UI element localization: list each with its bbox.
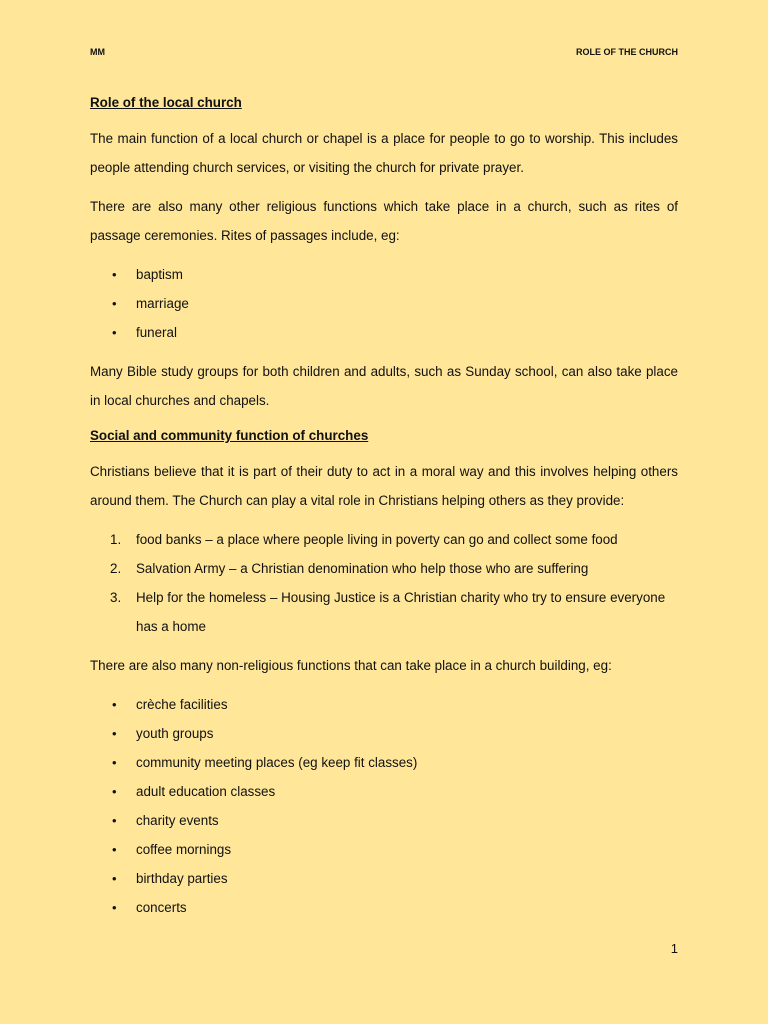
section-heading-social-community: Social and community function of churches: [90, 428, 369, 443]
item-number: 2.: [110, 561, 122, 576]
list-item: [90, 864, 678, 893]
item-number: 1.: [110, 532, 122, 547]
bullet-icon: •: [112, 267, 117, 282]
numbered-item-text: food banks – a place where people living in poverty can go and collect some food: [136, 532, 618, 547]
list-item-text: community meeting places (eg keep fit classes): [136, 755, 418, 770]
list-item-text: youth groups: [136, 726, 214, 741]
list-item-text: crèche facilities: [136, 697, 228, 712]
bullet-icon: •: [112, 726, 117, 741]
page-number: 1: [670, 941, 678, 956]
bullet-icon: •: [112, 871, 117, 886]
list-item: [90, 719, 678, 748]
bullet-icon: •: [112, 813, 117, 828]
list-item-text: baptism: [136, 267, 183, 282]
bullet-icon: •: [112, 325, 117, 340]
list-item-text: adult education classes: [136, 784, 276, 799]
list-item-text: funeral: [136, 325, 177, 340]
list-item-text: coffee mornings: [136, 842, 232, 857]
bullet-icon: •: [112, 296, 117, 311]
paragraph-main-function: The main function of a local church or chapel is a place for people to go to worship. This includes people attending church services, or visiting the church for private prayer.: [90, 131, 678, 175]
item-number: 3.: [110, 590, 122, 605]
paragraph-religious-functions: There are also many other religious functions which take place in a church, such as rites of passage ceremonies. Rites of passages include, eg:: [90, 199, 678, 243]
list-item-text: marriage: [136, 296, 189, 311]
non-religious-functions-list: [90, 690, 678, 922]
section-heading-local-church: Role of the local church: [90, 95, 242, 110]
document-body: [90, 92, 678, 932]
church-provisions-list: [90, 525, 678, 641]
list-item: [90, 748, 678, 777]
list-item-text: birthday parties: [136, 871, 228, 886]
bullet-icon: •: [112, 697, 117, 712]
rites-of-passage-list: [90, 260, 678, 347]
list-item: [90, 777, 678, 806]
list-item: [90, 893, 678, 922]
numbered-item-text: Help for the homeless – Housing Justice is a Christian charity who try to ensure everyone has a home: [136, 590, 666, 634]
bullet-icon: •: [112, 842, 117, 857]
bullet-icon: •: [112, 755, 117, 770]
bullet-icon: •: [112, 784, 117, 799]
list-item: [90, 690, 678, 719]
list-item: [90, 806, 678, 835]
list-item-text: charity events: [136, 813, 219, 828]
list-item: [90, 260, 678, 289]
numbered-item-text: Salvation Army – a Christian denomination who help those who are suffering: [136, 561, 589, 576]
paragraph-non-religious: There are also many non-religious functions that can take place in a church building, eg:: [90, 658, 612, 673]
list-item: [90, 318, 678, 347]
numbered-item: [90, 525, 678, 554]
header-title: ROLE OF THE CHURCH: [576, 47, 678, 57]
paragraph-bible-study: Many Bible study groups for both children and adults, such as Sunday school, can also take place in local churches and chapels.: [90, 364, 678, 408]
list-item-text: concerts: [136, 900, 187, 915]
numbered-item: [90, 583, 678, 641]
numbered-item: [90, 554, 678, 583]
list-item: [90, 289, 678, 318]
bullet-icon: •: [112, 900, 117, 915]
paragraph-moral-duty: Christians believe that it is part of their duty to act in a moral way and this involves helping others around them. The Church can play a vital role in Christians helping others as they provide:: [90, 464, 678, 508]
list-item: [90, 835, 678, 864]
header-author: MM: [90, 47, 105, 57]
